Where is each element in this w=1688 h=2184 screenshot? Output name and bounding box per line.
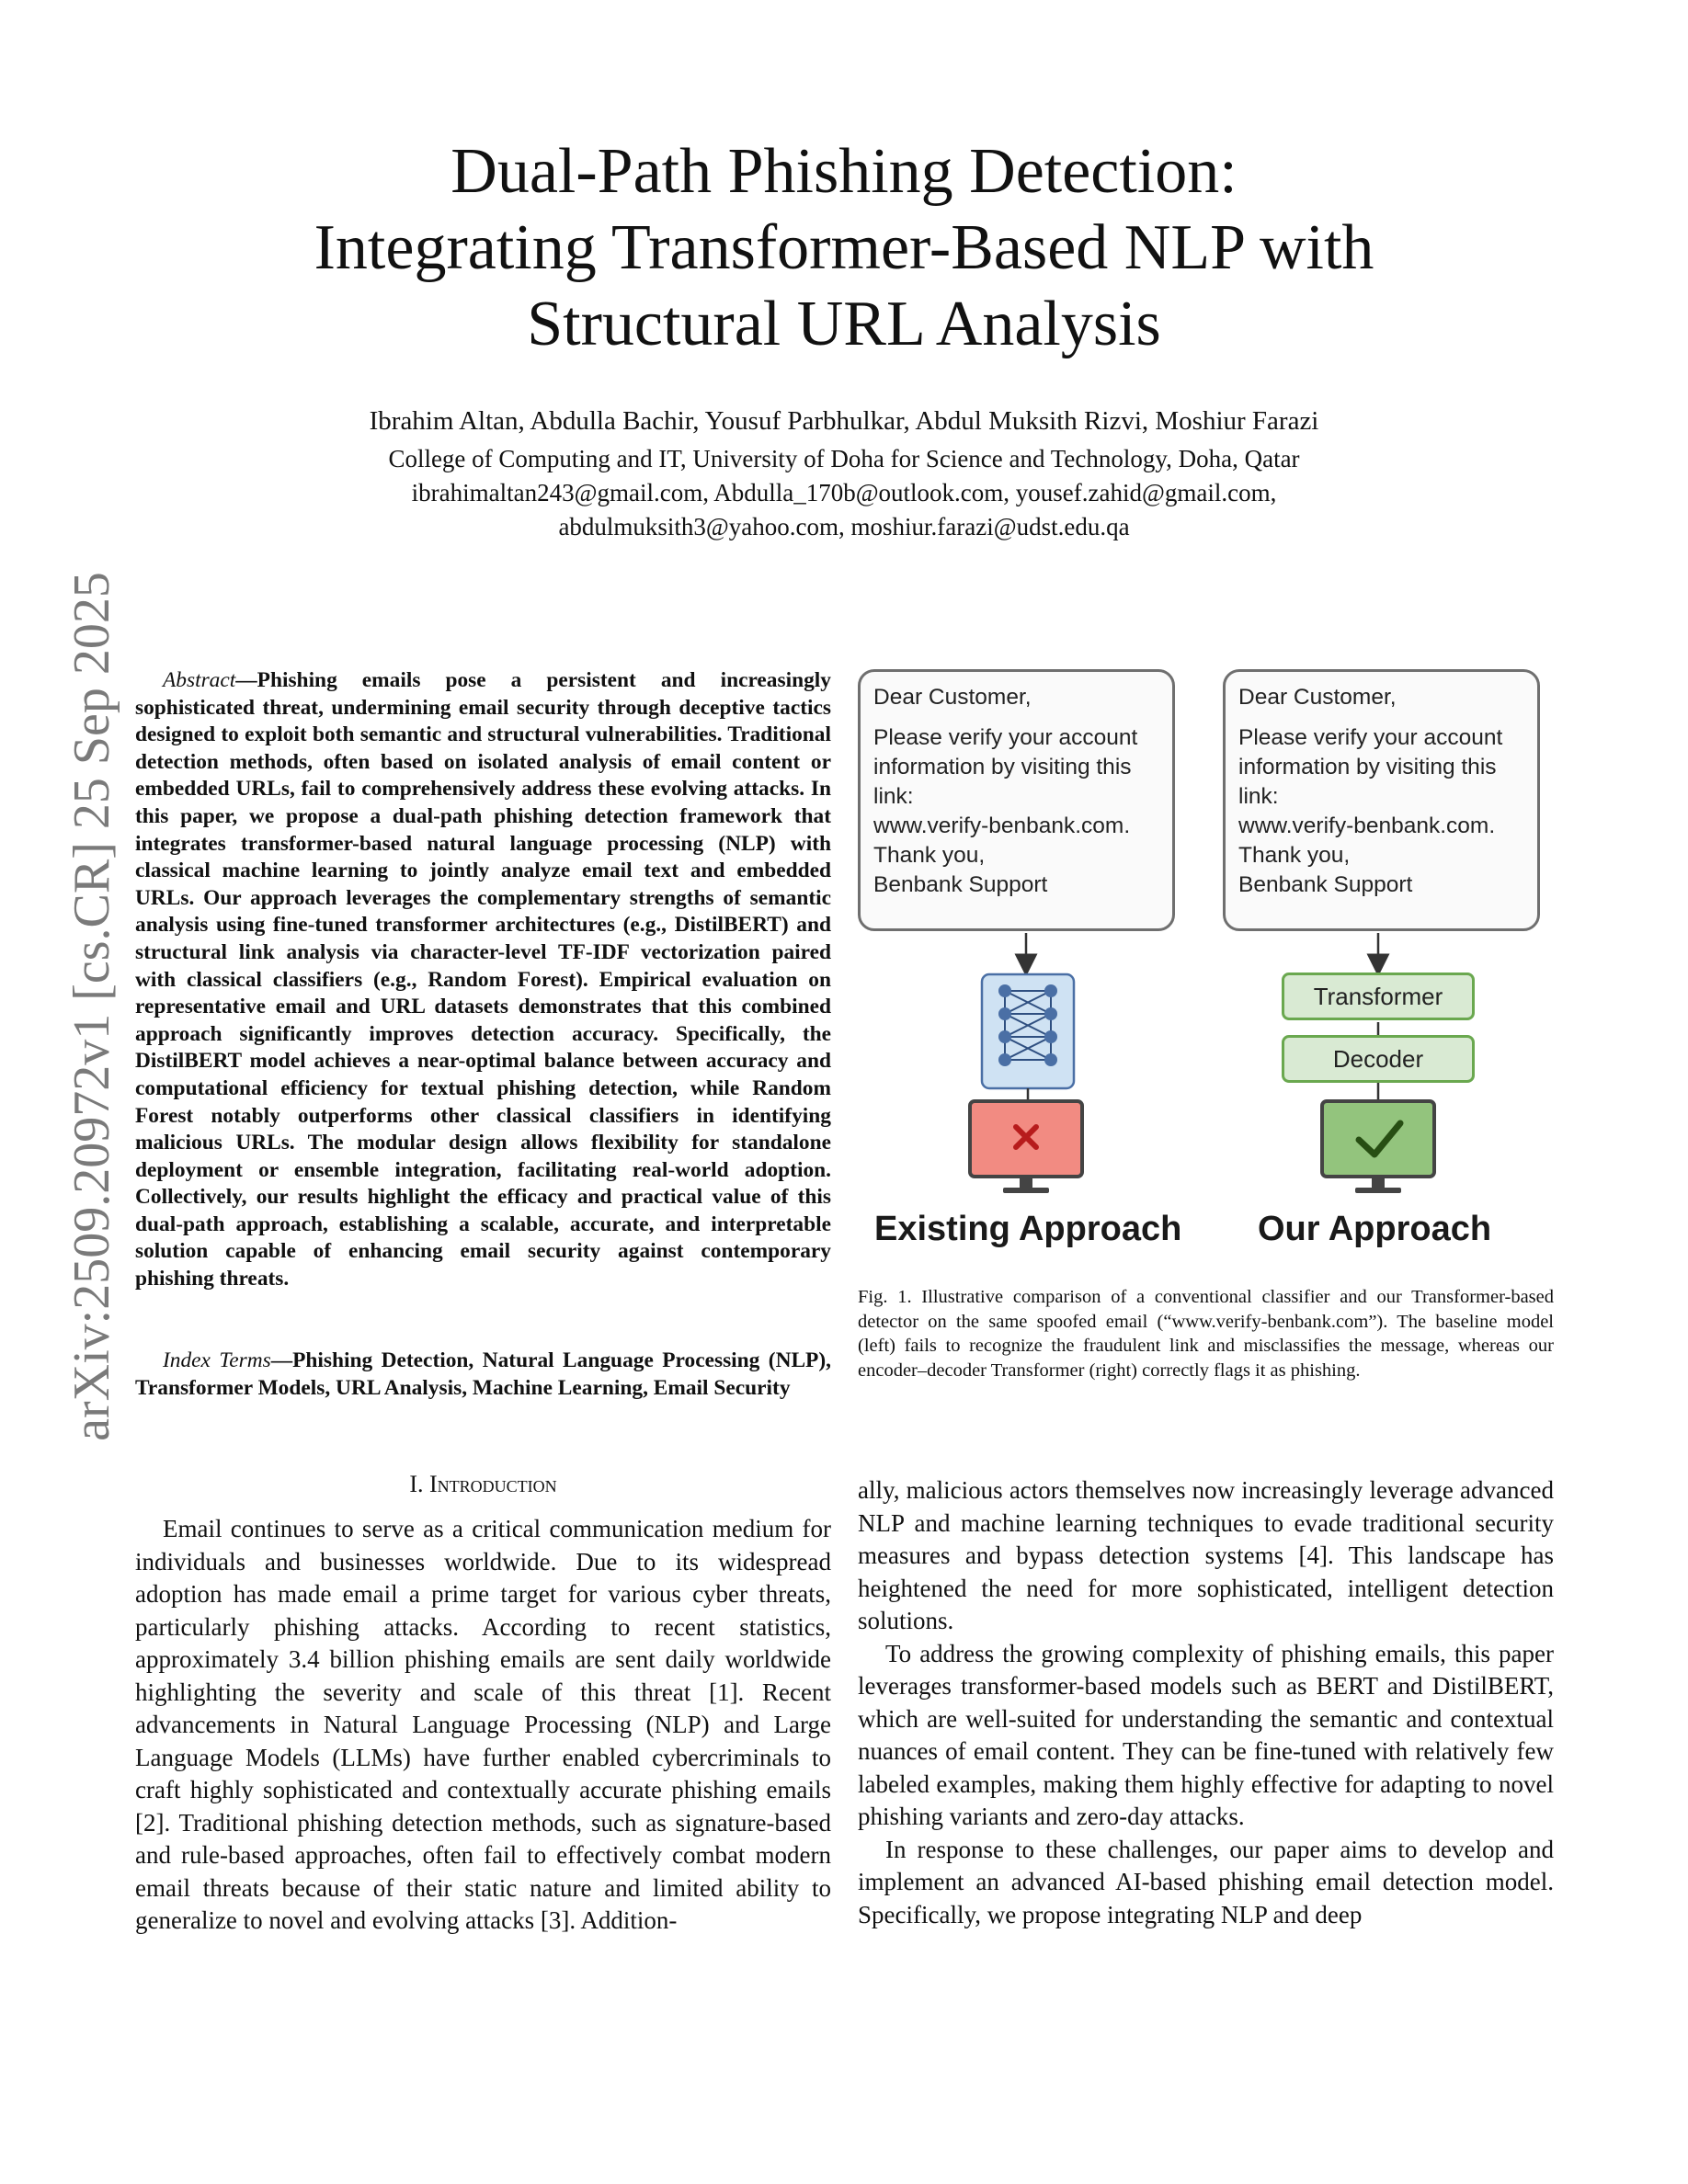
email-line: information by visiting this — [1238, 755, 1497, 779]
index-terms — [135, 1348, 831, 1402]
abstract-label: Abstract — [163, 668, 236, 692]
title-line-2: Integrating Transformer-Based NLP with — [314, 212, 1374, 283]
figure-caption: Fig. 1. Illustrative comparison of a conventional classifier and our Transformer-based detector on the same spoofed email (“www.verify-benbank.com”). The baseline model (left) fails to recognize the fraudulent link and misclassifies the message, whereas our encoder–decoder Transformer (right) correctly flags it as phishing. — [858, 1287, 1554, 1381]
monitor-right — [1322, 1101, 1434, 1193]
email-line: Dear Customer, — [873, 685, 1032, 710]
intro-left-column — [135, 1513, 831, 1938]
email-line: Thank you, — [1238, 843, 1351, 868]
intro-paragraph-2: To address the growing complexity of phishing emails, this paper leverages transformer-based models such as BERT and DistilBERT, which are well-suited for understanding the semantic and contextual nuances of email content. They can be fine-tuned with relatively few labeled examples, making them highly effective for adapting to novel phishing variants and zero-day attacks. — [858, 1639, 1554, 1830]
email-line: Benbank Support — [873, 872, 1048, 897]
intro-paragraph-3: In response to these challenges, our paper aims to develop and implement an advanced AI-based phishing email detection model. Specifically, we propose integrating NLP and deep — [858, 1835, 1554, 1928]
email-line: Dear Customer, — [1238, 685, 1397, 710]
author-list: Ibrahim Altan, Abdulla Bachir, Yousuf Parbhulkar, Abdul Muksith Rizvi, Moshiur Farazi — [369, 406, 1319, 436]
email-line: Thank you, — [873, 843, 986, 868]
transformer-block: Transformer — [1282, 973, 1475, 1020]
section-number: I. — [409, 1471, 429, 1497]
index-terms-text: —Phishing Detection, Natural Language Processing (NLP), Transformer Models, URL Analysis, Machine Learning, Email Security — [135, 1348, 831, 1400]
index-terms-label: Index Terms — [163, 1348, 271, 1372]
neural-network-icon — [982, 974, 1074, 1088]
abstract — [135, 667, 831, 1293]
figure-1 — [858, 669, 1554, 1257]
intro-right-column — [858, 1474, 1554, 1931]
existing-approach-label: Existing Approach — [874, 1210, 1182, 1248]
intro-paragraph-continued: ally, malicious actors themselves now increasingly leverage advanced NLP and machine learning techniques to evade traditional security measures and bypass detection systems [4]. This landscape has heightened the need for more sophisticated, intelligent detection solutions. — [858, 1476, 1554, 1634]
email-line: Please verify your account — [873, 725, 1138, 750]
title-line-1: Dual-Path Phishing Detection: — [451, 136, 1237, 207]
email-line: link: — [1238, 784, 1279, 809]
section-title: Introduction — [429, 1471, 557, 1497]
emails-line-1: ibrahimaltan243@gmail.com, Abdulla_170b@outlook.com, yousef.zahid@gmail.com, — [411, 479, 1277, 506]
affiliation: College of Computing and IT, University of Doha for Science and Technology, Doha, Qatar — [388, 445, 1300, 472]
decoder-block: Decoder — [1282, 1035, 1475, 1083]
abstract-text: —Phishing emails pose a persistent and increasingly sophisticated threat, undermining email security through deceptive tactics designed to exploit both semantic and structural vulnerabilities. Traditional detection methods, often based on isolated analysis of email content or embedded URLs, fail to comprehensively address these evolving attacks. In this paper, we propose a dual-path phishing detection framework that integrates transformer-based natural language processing (NLP) with classical machine learning to jointly analyze email text and embedded URLs. Our approach leverages the complementary strengths of semantic analysis using fine-tuned transformer architectures (e.g., DistilBERT) and structural link analysis via character-level TF-IDF vectorization paired with classical classifiers (e.g., Random Forest). Empirical evaluation on representative email and URL datasets demonstrates that this combined approach significantly improves detection accuracy. Specifically, the DistilBERT model achieves a near-optimal balance between accuracy and computational efficiency for textual phishing detection, while Random Forest notably outperforms other classical classifiers in identifying malicious URLs. The modular design allows flexibility for standalone deployment or ensemble integration, facilitating real-world adoption. Collectively, our results highlight the efficacy and practical value of this dual-path approach, establishing a scalable, accurate, and interpretable solution capable of enhancing email security against contemporary phishing threats. — [135, 668, 831, 1291]
paper-title — [221, 133, 1467, 362]
email-line: www.verify-benbank.com. — [1238, 813, 1496, 838]
section-heading-introduction — [135, 1469, 831, 1500]
title-line-3: Structural URL Analysis — [527, 289, 1161, 359]
email-line: Benbank Support — [1238, 872, 1413, 897]
arxiv-stamp: arXiv:2509.20972v1 [cs.CR] 25 Sep 2025 — [63, 572, 120, 1441]
figure-graphics — [858, 669, 1554, 1257]
intro-paragraph-1: Email continues to serve as a critical communication medium for individuals and businesses worldwide. Due to its widespread adoption has made email a prime target for various cyber threats, particularly phishing attacks. According to recent statistics, approximately 3.4 billion phishing emails are sent daily worldwide highlighting the severity and scale of this threat [1]. Recent advancements in Natural Language Processing (NLP) and Large Language Models (LLMs) have further enabled cybercriminals to craft highly sophisticated and contextually accurate phishing emails [2]. Traditional phishing detection methods, such as signature-based and rule-based approaches, often fail to effectively combat modern email threats because of their static nature and limited ability to generalize to novel and evolving attacks [3]. Addition- — [135, 1515, 831, 1934]
emails-line-2: abdulmuksith3@yahoo.com, moshiur.farazi@udst.edu.qa — [558, 513, 1130, 540]
author-emails — [221, 476, 1467, 544]
email-line: Please verify your account — [1238, 725, 1503, 750]
monitor-left — [970, 1101, 1082, 1193]
email-line: www.verify-benbank.com. — [873, 813, 1131, 838]
email-line: information by visiting this — [873, 755, 1132, 779]
our-approach-label: Our Approach — [1258, 1210, 1492, 1248]
email-line: link: — [873, 784, 914, 809]
